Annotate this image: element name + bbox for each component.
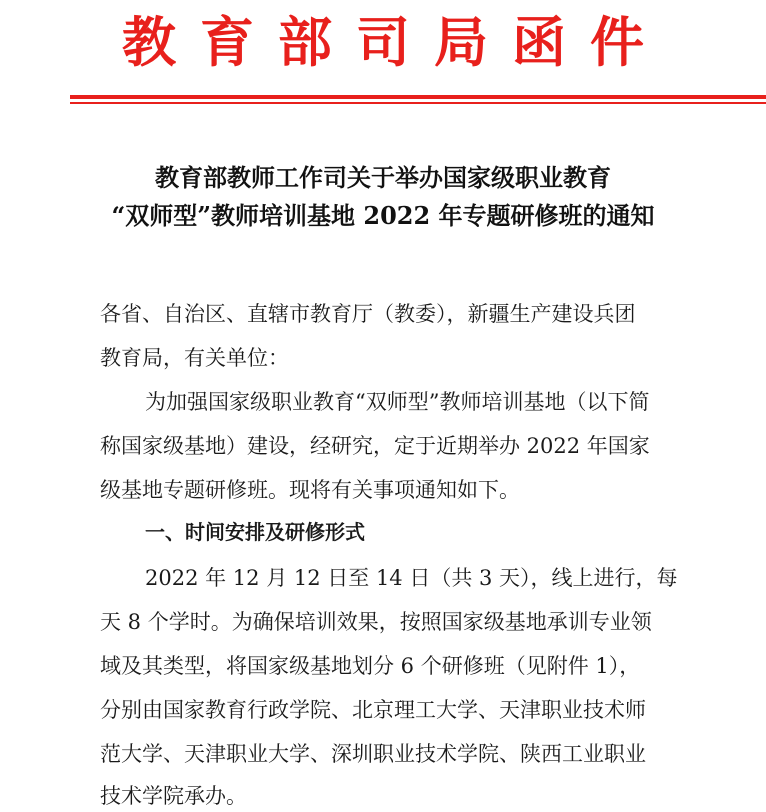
paragraph-2-line-5: 范大学、天津职业大学、深圳职业技术学院、陕西工业职业: [100, 742, 646, 766]
paragraph-1-line-3: 级基地专题研修班。现将有关事项通知如下。: [100, 478, 520, 502]
paragraph-2-line-1: 2022 年 12 月 12 日至 14 日（共 3 天），线上进行，每: [145, 566, 678, 590]
document-title-line-1: 教育部教师工作司关于举办国家级职业教育: [155, 163, 611, 192]
paragraph-2-line-6: 技术学院承办。: [100, 784, 247, 808]
letterhead-rule-thin: [70, 102, 766, 104]
paragraph-2-line-2: 天 8 个学时。为确保培训效果，按照国家级基地承训专业领: [100, 610, 652, 634]
paragraph-2-line-4: 分别由国家教育行政学院、北京理工大学、天津职业技术师: [100, 698, 646, 722]
paragraph-2-line-3: 域及其类型，将国家级基地划分 6 个研修班（见附件 1），: [100, 654, 641, 678]
section-1-heading: 一、时间安排及研修形式: [145, 520, 365, 544]
addressee-line-2: 教育局，有关单位：: [100, 346, 289, 370]
paragraph-1-line-2: 称国家级基地）建设，经研究，定于近期举办 2022 年国家: [100, 434, 650, 458]
document-title-line-2: “双师型”教师培训基地 2022 年专题研修班的通知: [111, 201, 655, 230]
letterhead-title: 教育部司局函件: [122, 10, 668, 74]
paragraph-1-line-1: 为加强国家级职业教育“双师型”教师培训基地（以下简: [145, 390, 650, 414]
letterhead-rule-thick: [70, 95, 766, 99]
addressee-line-1: 各省、自治区、直辖市教育厅（教委），新疆生产建设兵团: [100, 302, 636, 326]
